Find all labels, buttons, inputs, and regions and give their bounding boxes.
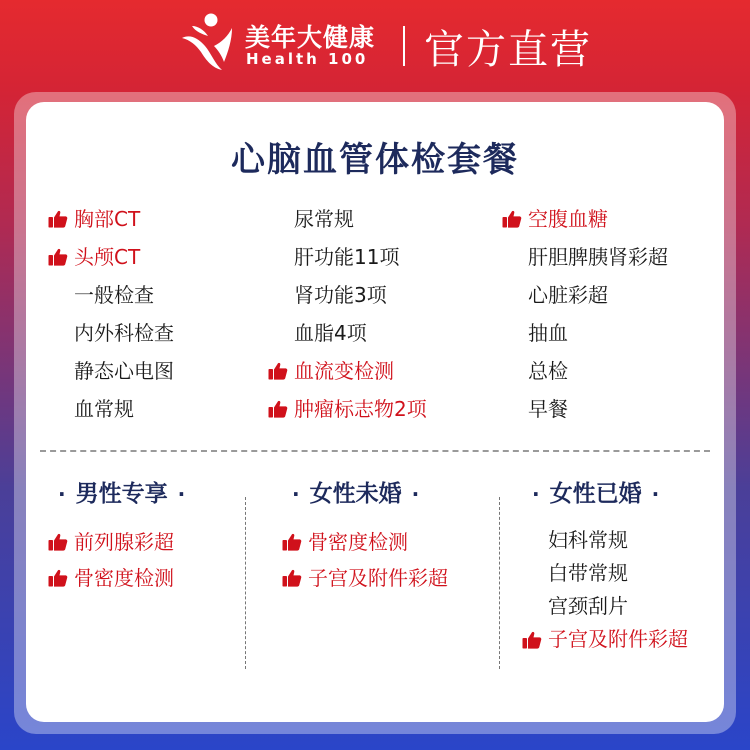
package-item <box>502 276 668 314</box>
package-item <box>522 557 688 590</box>
package-item <box>502 314 668 352</box>
package-item <box>282 560 448 596</box>
package-item-label: 早餐 <box>528 397 568 421</box>
package-item <box>268 390 427 428</box>
package-item-label: 宫颈刮片 <box>548 594 628 618</box>
package-item <box>502 200 668 238</box>
group-items <box>522 524 688 656</box>
health100-logo-icon <box>178 12 240 74</box>
thumbs-up-icon <box>502 210 522 228</box>
package-item-label: 内外科检查 <box>74 321 174 345</box>
group-female-married <box>522 474 688 656</box>
group-items <box>48 524 195 596</box>
group-title: · 女性已婚 · <box>532 481 660 507</box>
section-divider <box>40 450 710 452</box>
package-card <box>26 102 724 722</box>
package-item <box>502 238 668 276</box>
package-item <box>268 314 427 352</box>
item-column-2 <box>268 200 427 428</box>
brand-english-name: Health 100 <box>246 50 369 68</box>
header-slogan: 官方直营 <box>424 27 592 73</box>
thumbs-up-icon <box>282 569 302 587</box>
thumbs-up-icon <box>268 400 288 418</box>
package-item-label: 血常规 <box>74 397 134 421</box>
package-item-label: 白带常规 <box>548 561 628 585</box>
package-item <box>48 352 174 390</box>
package-item-label: 头颅CT <box>74 245 141 269</box>
group-title-text: 女性已婚 <box>549 481 642 507</box>
package-title: 心脑血管体检套餐 <box>231 140 519 180</box>
thumbs-up-icon <box>48 533 68 551</box>
package-item-label: 静态心电图 <box>74 359 174 383</box>
group-female-unmarried <box>282 474 448 596</box>
package-item <box>48 390 174 428</box>
group-divider-2 <box>499 497 500 669</box>
package-item <box>48 276 174 314</box>
package-item-label: 子宫及附件彩超 <box>548 627 688 651</box>
group-male <box>48 474 195 596</box>
package-item <box>48 238 174 276</box>
brand-name: 美年大健康 <box>245 23 376 52</box>
header <box>0 0 750 90</box>
package-item-label: 骨密度检测 <box>74 566 174 590</box>
item-column-3 <box>502 200 668 428</box>
package-item-label: 胸部CT <box>74 207 141 231</box>
package-item-label: 肝功能11项 <box>294 245 400 269</box>
package-item-label: 妇科常规 <box>548 528 628 552</box>
package-item <box>48 560 195 596</box>
package-item-label: 总检 <box>528 359 568 383</box>
package-item-label: 尿常规 <box>294 207 354 231</box>
package-item-label: 心脏彩超 <box>528 283 608 307</box>
group-title: · 女性未婚 · <box>292 481 420 507</box>
header-divider <box>403 26 405 66</box>
package-item-label: 前列腺彩超 <box>74 530 174 554</box>
package-item-label: 肝胆脾胰肾彩超 <box>528 245 668 269</box>
group-items <box>282 524 448 596</box>
package-item-label: 子宫及附件彩超 <box>308 566 448 590</box>
thumbs-up-icon <box>48 569 68 587</box>
thumbs-up-icon <box>522 631 542 649</box>
package-item <box>522 623 688 656</box>
package-item <box>502 390 668 428</box>
package-item <box>48 524 195 560</box>
package-item <box>268 200 427 238</box>
package-item-label: 空腹血糖 <box>528 207 608 231</box>
group-title-text: 女性未婚 <box>309 481 402 507</box>
thumbs-up-icon <box>48 210 68 228</box>
package-item <box>522 524 688 557</box>
package-item-label: 肿瘤标志物2项 <box>294 397 427 421</box>
group-title: · 男性专享 · <box>58 481 186 507</box>
package-item <box>48 200 174 238</box>
package-item <box>268 276 427 314</box>
package-item <box>502 352 668 390</box>
package-item-label: 血流变检测 <box>294 359 394 383</box>
package-item-label: 血脂4项 <box>294 321 367 345</box>
thumbs-up-icon <box>282 533 302 551</box>
package-item <box>268 352 427 390</box>
package-item <box>522 590 688 623</box>
thumbs-up-icon <box>48 248 68 266</box>
package-item <box>268 238 427 276</box>
thumbs-up-icon <box>268 362 288 380</box>
package-item <box>48 314 174 352</box>
package-item-label: 肾功能3项 <box>294 283 387 307</box>
package-item-label: 一般检查 <box>74 283 154 307</box>
group-divider-1 <box>245 497 246 669</box>
group-title-text: 男性专享 <box>75 481 168 507</box>
package-item <box>282 524 448 560</box>
package-item-label: 骨密度检测 <box>308 530 408 554</box>
item-column-1 <box>48 200 174 428</box>
package-item-label: 抽血 <box>528 321 568 345</box>
